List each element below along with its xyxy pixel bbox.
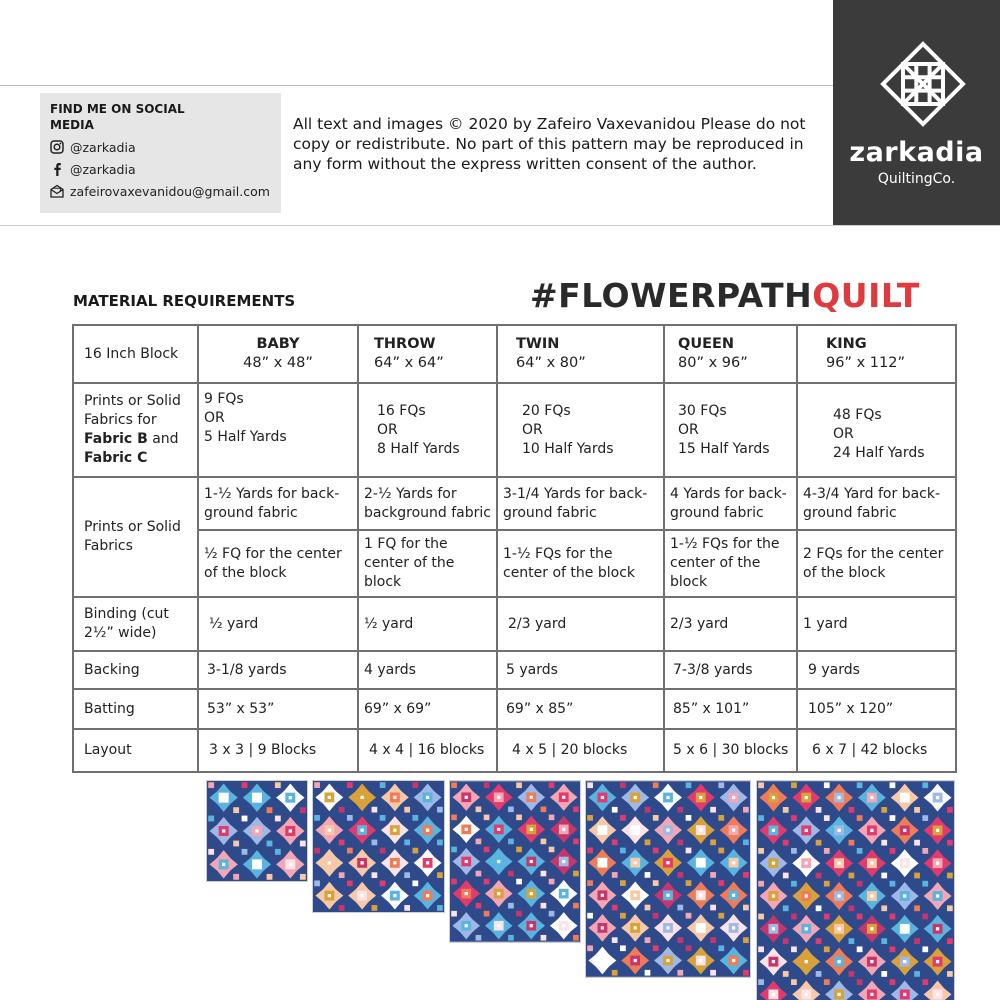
row-label: Batting	[73, 689, 198, 729]
layout-king: 6 x 7 | 42 blocks	[797, 729, 956, 772]
binding-baby: ½ yard	[198, 597, 358, 651]
background-queen: 4 Yards for back-ground fabric	[664, 477, 797, 530]
table-row	[73, 729, 956, 772]
batting-twin: 69” x 85”	[497, 689, 664, 729]
layout-throw: 4 x 4 | 16 blocks	[358, 729, 497, 772]
layout-baby: 3 x 3 | 9 Blocks	[198, 729, 358, 772]
instagram-row[interactable]	[50, 139, 271, 155]
batting-throw: 69” x 69”	[358, 689, 497, 729]
email-address: zafeirovaxevanidou@gmail.com	[70, 183, 270, 199]
row-label: Layout	[73, 729, 198, 772]
block-size-label: 16 Inch Block	[73, 325, 198, 383]
header-queen: QUEEN 80” x 96”	[664, 325, 797, 383]
social-box	[40, 93, 281, 213]
header-twin: TWIN 64” x 80”	[497, 325, 664, 383]
fabrics-king: 48 FQs OR 24 Half Yards	[797, 383, 956, 477]
logo-subtitle: QuiltingCo.	[877, 171, 956, 187]
binding-queen: 2/3 yard	[664, 597, 797, 651]
table-row	[73, 530, 956, 597]
brand-logo	[833, 0, 1000, 225]
header-divider	[0, 225, 1000, 226]
binding-king: 1 yard	[797, 597, 956, 651]
email-icon	[50, 184, 64, 198]
instagram-icon	[50, 140, 64, 154]
facebook-icon	[50, 162, 64, 176]
section-title: MATERIAL REQUIREMENTS	[73, 292, 296, 310]
backing-throw: 4 yards	[358, 651, 497, 689]
layout-twin: 4 x 5 | 20 blocks	[497, 729, 664, 772]
requirements-table	[72, 324, 957, 773]
logo-name: zarkadia	[849, 137, 984, 168]
row-label: Backing	[73, 651, 198, 689]
center-baby: ½ FQ for the center of the block	[198, 530, 358, 597]
header-king: KING 96” x 112”	[797, 325, 956, 383]
backing-baby: 3-1/8 yards	[198, 651, 358, 689]
batting-baby: 53” x 53”	[198, 689, 358, 729]
fabrics-queen: 30 FQs OR 15 Half Yards	[664, 383, 797, 477]
center-throw: 1 FQ for the center of the block	[358, 530, 497, 597]
binding-twin: 2/3 yard	[497, 597, 664, 651]
email-row[interactable]	[50, 183, 271, 199]
king-quilt	[756, 780, 955, 1000]
layout-queen: 5 x 6 | 30 blocks	[664, 729, 797, 772]
fabrics-label: Prints or Solid Fabrics for Fabric B and Fabric C	[73, 383, 198, 477]
table-row	[73, 597, 956, 651]
facebook-row[interactable]	[50, 161, 271, 177]
table-row	[73, 689, 956, 729]
solid-fabrics-label: Prints or Solid Fabrics	[73, 477, 198, 597]
queen-quilt	[585, 780, 751, 978]
table-row	[73, 383, 956, 477]
batting-queen: 85” x 101”	[664, 689, 797, 729]
twin-quilt	[449, 780, 581, 943]
hashtag-part1: #FLOWERPATH	[530, 276, 813, 315]
star-logo-icon	[879, 40, 967, 128]
fabrics-baby: 9 FQs OR 5 Half Yards	[198, 383, 358, 477]
throw-quilt	[312, 780, 445, 913]
header-throw: THROW 64” x 64”	[358, 325, 497, 383]
backing-twin: 5 yards	[497, 651, 664, 689]
background-twin: 3-1/4 Yards for back-ground fabric	[497, 477, 664, 530]
table-row	[73, 477, 956, 530]
background-king: 4-3/4 Yard for back-ground fabric	[797, 477, 956, 530]
quilt-previews	[0, 778, 1000, 1000]
fabrics-twin: 20 FQs OR 10 Half Yards	[497, 383, 664, 477]
copyright-notice: All text and images © 2020 by Zafeiro Vaxevanidou Please do not copy or redistribute. No part of this pattern may be reproduced in any form without the express written consent of the author.	[293, 115, 806, 173]
instagram-handle: @zarkadia	[70, 139, 136, 155]
batting-king: 105” x 120”	[797, 689, 956, 729]
center-twin: 1-½ FQs for the center of the block	[497, 530, 664, 597]
social-title: FIND ME ON SOCIAL MEDIA	[50, 102, 185, 132]
background-throw: 2-½ Yards for background fabric	[358, 477, 497, 530]
table-row	[73, 651, 956, 689]
table-header-row	[73, 325, 956, 383]
background-baby: 1-½ Yards for back-ground fabric	[198, 477, 358, 530]
hashtag-part2: QUILT	[812, 276, 920, 315]
fabrics-throw: 16 FQs OR 8 Half Yards	[358, 383, 497, 477]
baby-quilt	[206, 780, 308, 882]
center-queen: 1-½ FQs for the center of the block	[664, 530, 797, 597]
facebook-handle: @zarkadia	[70, 161, 136, 177]
backing-queen: 7-3/8 yards	[664, 651, 797, 689]
center-king: 2 FQs for the center of the block	[797, 530, 956, 597]
quilt-hashtag	[530, 276, 920, 315]
binding-throw: ½ yard	[358, 597, 497, 651]
backing-king: 9 yards	[797, 651, 956, 689]
row-label: Binding (cut 2½” wide)	[73, 597, 198, 651]
top-divider	[0, 85, 833, 86]
header-baby: BABY 48” x 48”	[198, 325, 358, 383]
